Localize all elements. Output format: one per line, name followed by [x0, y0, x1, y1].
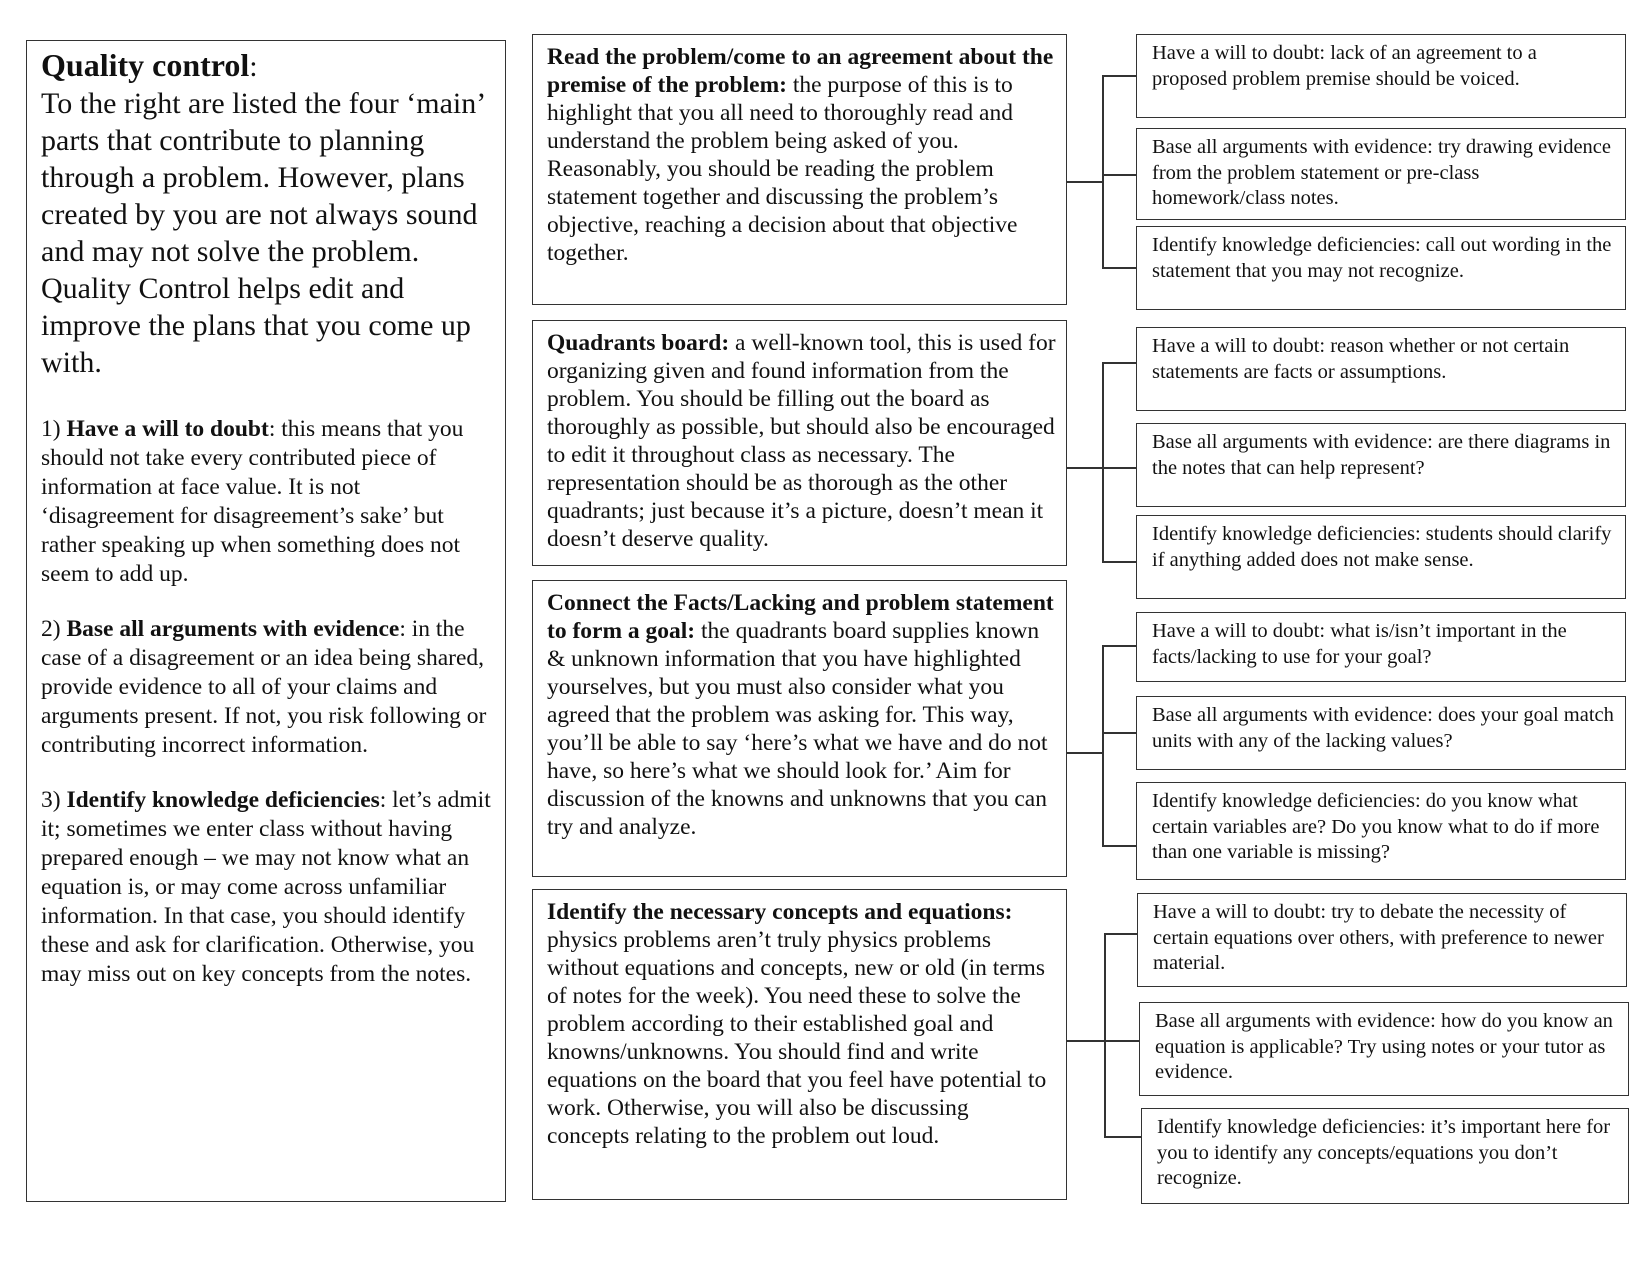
check-will-to-doubt: Have a will to doubt: reason whether or not certain statements are facts or assumptions.	[1136, 327, 1626, 411]
connector-line	[1067, 752, 1103, 754]
check-evidence: Base all arguments with evidence: does your goal match units with any of the lacking values?	[1136, 696, 1626, 770]
step-description: physics problems aren’t truly physics problems without equations and concepts, new or old (in terms of notes for the week). You need these to solve the problem according to their established goal and knowns/unknowns. You should find and write equations on the board that you feel have potential to work. Otherwise, you will also be discussing concepts relating to the problem out loud.	[547, 927, 1047, 1149]
connector-line	[1102, 362, 1136, 364]
check-evidence: Base all arguments with evidence: how do you know an equation is applicable? Try using notes or your tutor as evidence.	[1139, 1002, 1629, 1096]
connector-line	[1102, 362, 1104, 562]
step-description: a well-known tool, this is used for organizing given and found information from the problem. You should be filling out the board as thoroughly as possible, but should also be encouraged to edit it throughout class as necessary. The representation should be as thorough as the other quadrants; just because it’s a picture, doesn’t mean it doesn’t deserve quality.	[547, 330, 1056, 552]
step-description: the purpose of this is to highlight that you all need to thoroughly read and understand the problem being asked of you. Reasonably, you should be reading the problem statement together and discussing the problem’s objective, reaching a decision about that objective together.	[547, 72, 1018, 266]
step-description: the quadrants board supplies known & unknown information that you have highlighted yourselves, but you must also consider what you agreed that the problem was asking for. This way, you’ll be able to say ‘here’s what we have and do not have, so here’s what we should look for.’ Aim for discussion of the knowns and unknowns that you can try and analyze.	[547, 618, 1048, 840]
principle-knowledge-deficiencies: 3) Identify knowledge deficiencies: let’s admit it; sometimes we enter class without having prepared enough – we may not know what an equation is, or may come across unfamiliar information. In that case, you should identify these and ask for clarification. Otherwise, you may miss out on key concepts from the notes.	[41, 787, 491, 987]
quality-control-panel	[26, 40, 506, 1202]
connector-line	[1102, 645, 1104, 846]
connector-line	[1102, 561, 1136, 563]
step-concepts-equations	[532, 889, 1067, 1200]
connector-line	[1102, 645, 1136, 647]
connector-line	[1102, 174, 1136, 176]
quality-control-intro: Quality control: To the right are listed the four ‘main’ parts that contribute to planning through a problem. However, plans created by you are not always sound and may not solve the problem. Quality Control helps edit and improve the plans that you come up with.	[41, 47, 485, 379]
step-title: Quadrants board:	[547, 330, 730, 356]
connector-line	[1067, 181, 1103, 183]
step-quadrants-board	[532, 320, 1067, 566]
connector-line	[1102, 467, 1136, 469]
step-connect-facts-goal	[532, 580, 1067, 877]
check-will-to-doubt: Have a will to doubt: what is/isn’t important in the facts/lacking to use for your goal?	[1136, 612, 1626, 682]
connector-line	[1102, 75, 1136, 77]
connector-line	[1104, 1040, 1139, 1042]
check-evidence: Base all arguments with evidence: try drawing evidence from the problem statement or pre-class homework/class notes.	[1136, 128, 1626, 220]
check-evidence: Base all arguments with evidence: are there diagrams in the notes that can help represent?	[1136, 423, 1626, 507]
check-knowledge: Identify knowledge deficiencies: students should clarify if anything added does not make sense.	[1136, 515, 1626, 599]
connector-line	[1067, 467, 1103, 469]
quality-control-intro-text: To the right are listed the four ‘main’ parts that contribute to planning through a problem. However, plans created by you are not always sound and may not solve the problem. Quality Control helps edit and improve the plans that you come up with.	[41, 87, 485, 379]
quality-control-title: Quality control	[41, 47, 250, 83]
connector-line	[1104, 933, 1106, 1137]
connector-line	[1067, 1040, 1105, 1042]
check-knowledge: Identify knowledge deficiencies: do you know what certain variables are? Do you know what to do if more than one variable is missing?	[1136, 782, 1626, 880]
check-will-to-doubt: Have a will to doubt: try to debate the necessity of certain equations over others, with preference to newer material.	[1137, 893, 1627, 987]
check-knowledge: Identify knowledge deficiencies: call out wording in the statement that you may not recognize.	[1136, 226, 1626, 310]
principle-will-to-doubt: 1) Have a will to doubt: this means that you should not take every contributed piece of information at face value. It is not ‘disagreement for disagreement’s sake’ but rather speaking up when something does not seem to add up.	[41, 416, 464, 587]
connector-line	[1102, 845, 1136, 847]
check-knowledge: Identify knowledge deficiencies: it’s important here for you to identify any concepts/equations you don’t recognize.	[1141, 1108, 1629, 1204]
connector-line	[1104, 1136, 1141, 1138]
step-read-problem	[532, 34, 1067, 305]
connector-line	[1102, 732, 1136, 734]
principle-base-arguments: 2) Base all arguments with evidence: in the case of a disagreement or an idea being shared, provide evidence to all of your claims and arguments present. If not, you risk following or contributing incorrect information.	[41, 616, 487, 758]
step-title: Read the problem/come to an agreement about the premise of the problem:	[547, 44, 1054, 98]
check-will-to-doubt: Have a will to doubt: lack of an agreement to a proposed problem premise should be voiced.	[1136, 34, 1626, 118]
connector-line	[1102, 75, 1104, 268]
step-title: Connect the Facts/Lacking and problem statement to form a goal:	[547, 590, 1054, 644]
connector-line	[1102, 267, 1136, 269]
connector-line	[1104, 933, 1137, 935]
step-title: Identify the necessary concepts and equations:	[547, 899, 1013, 925]
